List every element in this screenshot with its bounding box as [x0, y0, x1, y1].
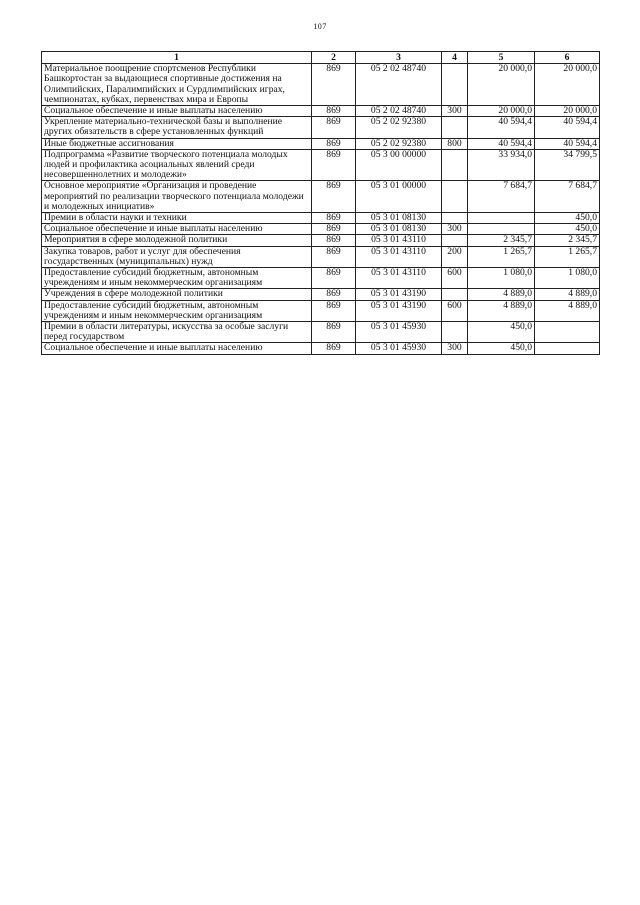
row-name: Премии в области науки и техники: [42, 213, 312, 224]
row-amount-col5: [468, 224, 535, 235]
column-header-3: 3: [356, 52, 442, 64]
table-row: [42, 343, 600, 354]
row-amount-col5: 7 684,7: [468, 181, 535, 213]
table-row: [42, 213, 600, 224]
row-target-article: 05 3 01 08130: [356, 224, 442, 235]
column-header-5: 5: [468, 52, 535, 64]
row-amount-col6: [535, 322, 600, 343]
row-amount-col5: 33 934,0: [468, 149, 535, 181]
row-target-article: 05 3 01 43110: [356, 235, 442, 246]
row-amount-col6: 20 000,0: [535, 106, 600, 117]
row-expense-type: 200: [442, 246, 468, 267]
row-amount-col6: 1 265,7: [535, 246, 600, 267]
row-name: Основное мероприятие «Организация и проведение мероприятий по реализации творческого потенциала молодежи и молодежных инициатив»: [42, 181, 312, 213]
page-number: 107: [313, 22, 327, 31]
row-amount-col6: 1 080,0: [535, 268, 600, 289]
row-amount-col5: 450,0: [468, 322, 535, 343]
row-target-article: 05 3 00 00000: [356, 149, 442, 181]
row-amount-col6: 4 889,0: [535, 289, 600, 300]
row-target-article: 05 2 02 92380: [356, 138, 442, 149]
row-name: Укрепление материально-технической базы и выполнение других обязательств в сфере установленных функций: [42, 117, 312, 138]
row-name: Социальное обеспечение и иные выплаты населению: [42, 224, 312, 235]
row-amount-col5: 4 889,0: [468, 300, 535, 321]
row-amount-col6: 34 799,5: [535, 149, 600, 181]
row-amount-col6: 450,0: [535, 213, 600, 224]
row-code: 869: [312, 64, 356, 106]
row-amount-col5: 20 000,0: [468, 106, 535, 117]
row-expense-type: 800: [442, 138, 468, 149]
table-row: [42, 268, 600, 289]
row-expense-type: [442, 322, 468, 343]
row-target-article: 05 3 01 00000: [356, 181, 442, 213]
row-name: Материальное поощрение спортсменов Республики Башкортостан за выдающиеся спортивные достижения на Олимпийских, Паралимпийских и Сурдлимпийских играх, чемпионатах, кубках, первенствах мира и Европы: [42, 64, 312, 106]
row-code: 869: [312, 246, 356, 267]
row-expense-type: [442, 149, 468, 181]
row-name: Социальное обеспечение и иные выплаты населению: [42, 106, 312, 117]
column-header-4: 4: [442, 52, 468, 64]
row-target-article: 05 3 01 08130: [356, 213, 442, 224]
row-amount-col5: 4 889,0: [468, 289, 535, 300]
row-name: Предоставление субсидий бюджетным, автономным учреждениям и иным некоммерческим организациям: [42, 300, 312, 321]
row-amount-col5: 1 265,7: [468, 246, 535, 267]
row-amount-col5: [468, 213, 535, 224]
row-expense-type: 600: [442, 300, 468, 321]
row-target-article: 05 3 01 43110: [356, 246, 442, 267]
row-expense-type: [442, 64, 468, 106]
row-code: 869: [312, 138, 356, 149]
row-target-article: 05 3 01 45930: [356, 322, 442, 343]
row-name: Премии в области литературы, искусства за особые заслуги перед государством: [42, 322, 312, 343]
table-body: [42, 64, 600, 354]
row-amount-col6: 2 345,7: [535, 235, 600, 246]
row-name: Предоставление субсидий бюджетным, автономным учреждениям и иным некоммерческим организациям: [42, 268, 312, 289]
row-amount-col5: 450,0: [468, 343, 535, 354]
row-amount-col5: 2 345,7: [468, 235, 535, 246]
row-code: 869: [312, 235, 356, 246]
table-row: [42, 235, 600, 246]
budget-table: [41, 51, 600, 355]
row-amount-col6: 4 889,0: [535, 300, 600, 321]
row-name: Учреждения в сфере молодежной политики: [42, 289, 312, 300]
row-target-article: 05 2 02 92380: [356, 117, 442, 138]
table-row: [42, 64, 600, 106]
row-amount-col5: 40 594,4: [468, 117, 535, 138]
row-code: 869: [312, 106, 356, 117]
row-code: 869: [312, 117, 356, 138]
row-target-article: 05 3 01 43190: [356, 300, 442, 321]
row-code: 869: [312, 300, 356, 321]
row-amount-col5: 1 080,0: [468, 268, 535, 289]
row-name: Мероприятия в сфере молодежной политики: [42, 235, 312, 246]
row-code: 869: [312, 343, 356, 354]
row-target-article: 05 3 01 43190: [356, 289, 442, 300]
column-header-6: 6: [535, 52, 600, 64]
table-header: [42, 52, 600, 64]
row-code: 869: [312, 289, 356, 300]
row-expense-type: [442, 181, 468, 213]
row-name: Закупка товаров, работ и услуг для обеспечения государственных (муниципальных) нужд: [42, 246, 312, 267]
row-target-article: 05 2 02 48740: [356, 106, 442, 117]
row-target-article: 05 2 02 48740: [356, 64, 442, 106]
table-row: [42, 322, 600, 343]
table-row: [42, 117, 600, 138]
row-amount-col5: 40 594,4: [468, 138, 535, 149]
row-amount-col6: 40 594,4: [535, 138, 600, 149]
header-row: [42, 52, 600, 64]
row-name: Социальное обеспечение и иные выплаты населению: [42, 343, 312, 354]
row-expense-type: 300: [442, 343, 468, 354]
table-row: [42, 224, 600, 235]
column-header-1: 1: [42, 52, 312, 64]
row-target-article: 05 3 01 45930: [356, 343, 442, 354]
row-code: 869: [312, 181, 356, 213]
row-expense-type: [442, 289, 468, 300]
table-row: [42, 138, 600, 149]
row-target-article: 05 3 01 43110: [356, 268, 442, 289]
row-code: 869: [312, 322, 356, 343]
row-expense-type: 300: [442, 106, 468, 117]
table-row: [42, 246, 600, 267]
row-name: Иные бюджетные ассигнования: [42, 138, 312, 149]
row-amount-col6: 40 594,4: [535, 117, 600, 138]
row-code: 869: [312, 268, 356, 289]
row-amount-col6: 450,0: [535, 224, 600, 235]
row-amount-col6: [535, 343, 600, 354]
row-code: 869: [312, 224, 356, 235]
table-row: [42, 106, 600, 117]
row-expense-type: [442, 117, 468, 138]
row-amount-col6: 7 684,7: [535, 181, 600, 213]
row-name: Подпрограмма «Развитие творческого потенциала молодых людей и профилактика асоциальных явлений среди несовершеннолетних и молодежи»: [42, 149, 312, 181]
row-expense-type: 600: [442, 268, 468, 289]
table-row: [42, 289, 600, 300]
row-code: 869: [312, 149, 356, 181]
row-amount-col6: 20 000,0: [535, 64, 600, 106]
row-expense-type: [442, 213, 468, 224]
row-expense-type: 300: [442, 224, 468, 235]
table-row: [42, 300, 600, 321]
row-expense-type: [442, 235, 468, 246]
table-row: [42, 181, 600, 213]
table-row: [42, 149, 600, 181]
column-header-2: 2: [312, 52, 356, 64]
row-amount-col5: 20 000,0: [468, 64, 535, 106]
row-code: 869: [312, 213, 356, 224]
